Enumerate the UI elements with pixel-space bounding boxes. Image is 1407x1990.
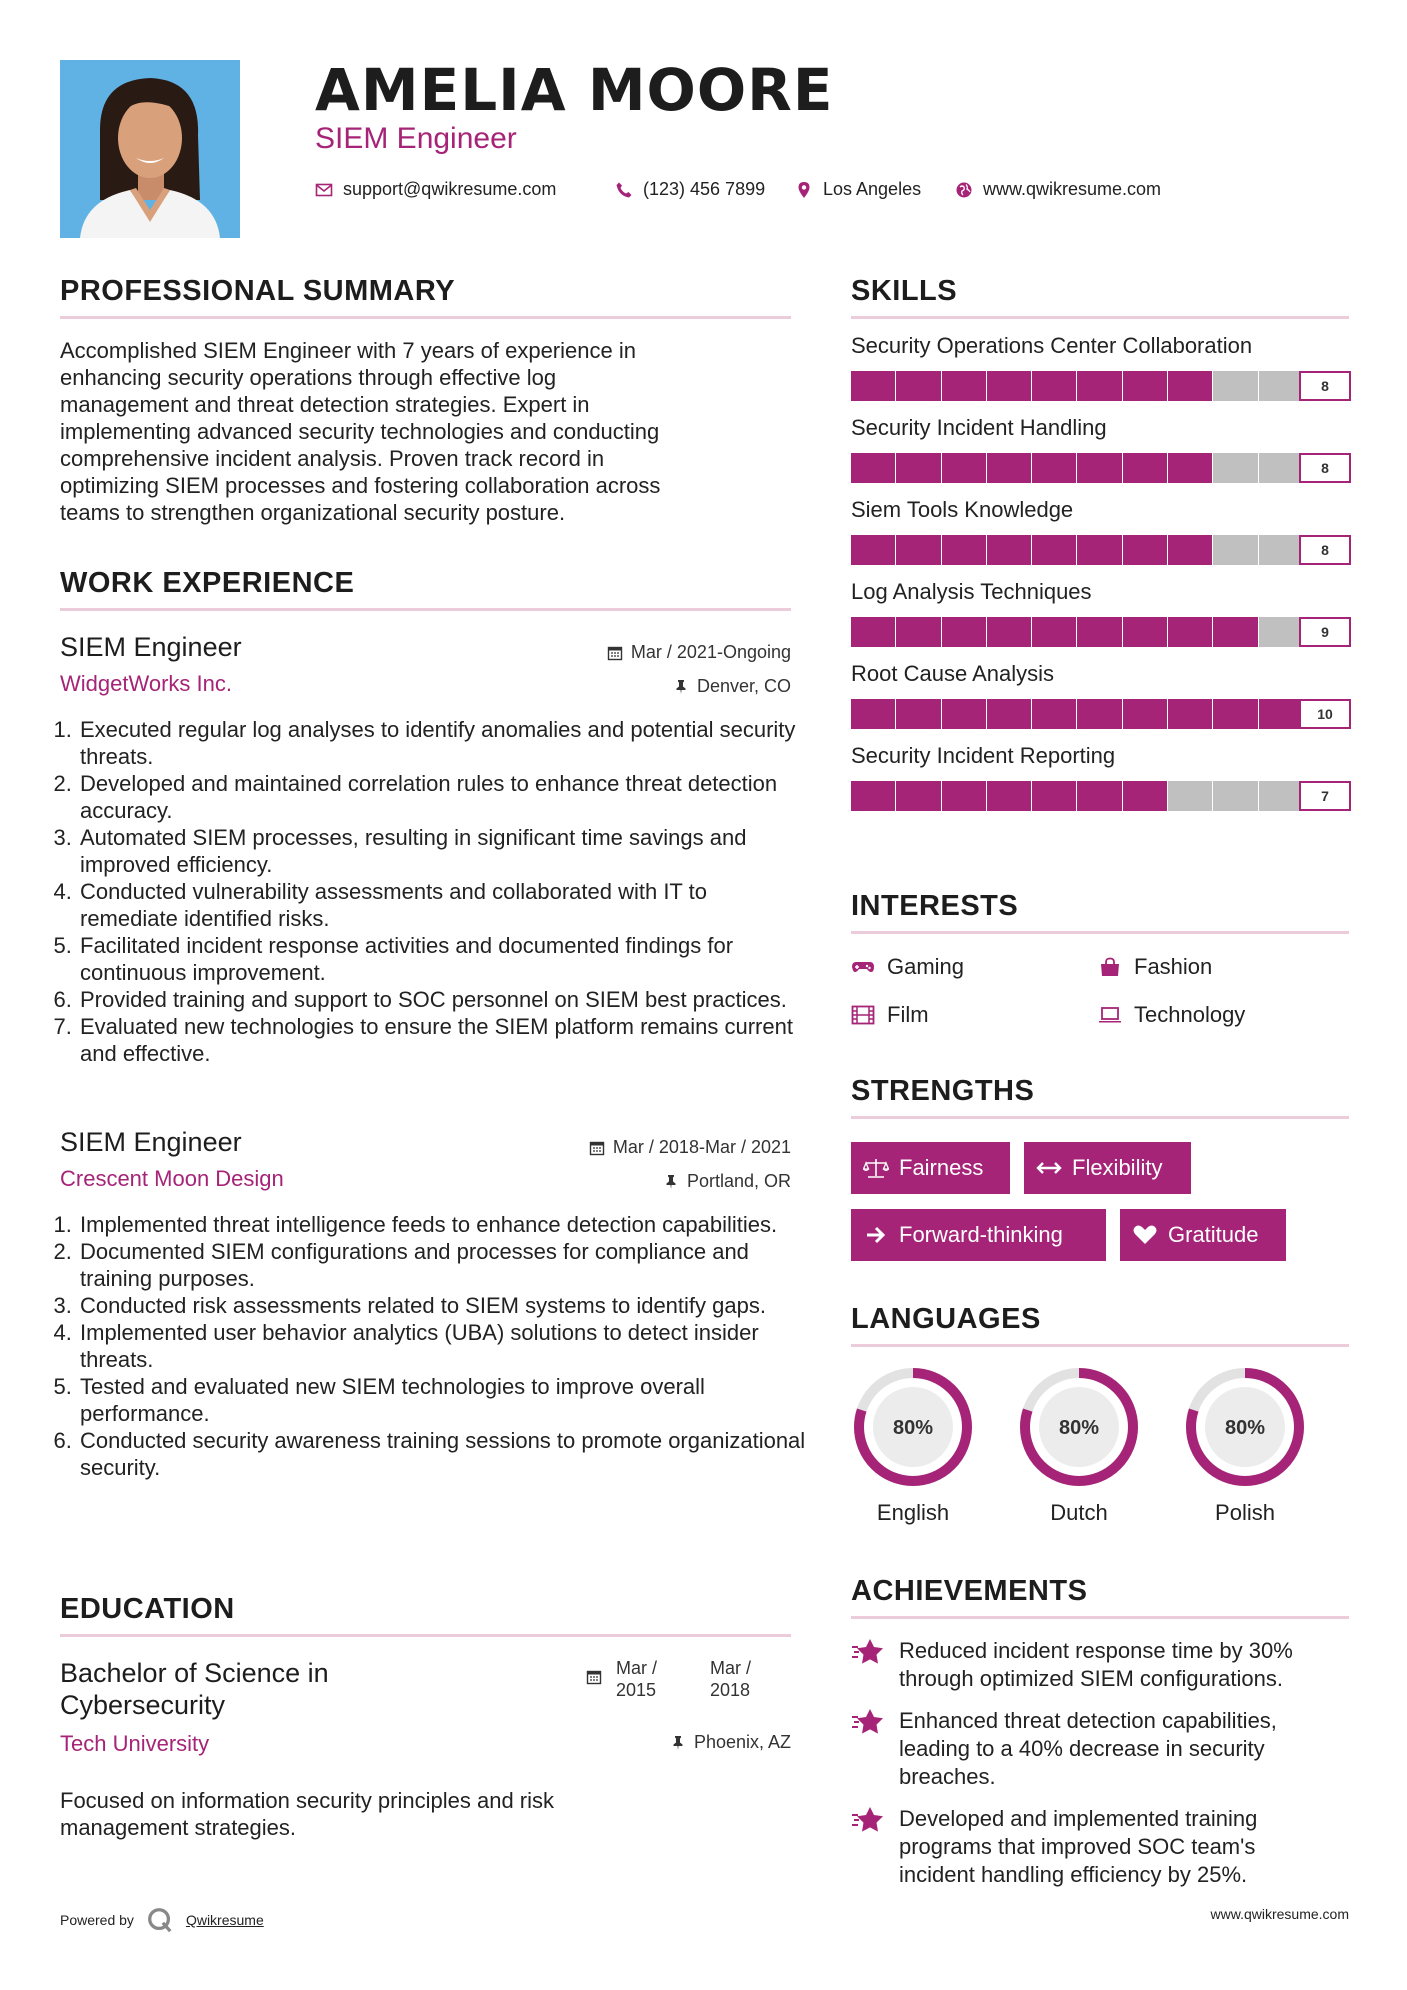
language-name: Polish — [1215, 1500, 1275, 1525]
bar-segment-filled — [851, 535, 895, 565]
bar-segment-filled — [987, 617, 1031, 647]
contact-phone[interactable] — [615, 179, 765, 200]
bar-segment-filled — [1032, 699, 1076, 729]
strength-badge — [851, 1209, 1106, 1261]
ring-percent-label: 80% — [892, 1417, 934, 1439]
strength-label: Fairness — [899, 1155, 984, 1180]
candidate-title: SIEM Engineer — [315, 122, 517, 155]
education-rule — [60, 1634, 791, 1637]
achievement-line: Reduced incident response time by 30% — [899, 1638, 1293, 1663]
qwikresume-logo-icon — [146, 1906, 174, 1934]
job-dates — [607, 642, 791, 663]
experience-rule — [60, 608, 791, 611]
bar-segment-filled — [1077, 453, 1121, 483]
bar-segment-filled — [1259, 699, 1303, 729]
duty-item: 5. Tested and evaluated new SIEM technologies to improve overall performance. — [78, 1373, 809, 1427]
powered-by-text: Powered by — [60, 1912, 134, 1928]
summary-section — [60, 275, 791, 526]
shopping-bag-icon — [1098, 957, 1122, 977]
skill-score-badge: 8 — [1299, 453, 1351, 483]
bar-segment-filled — [1032, 535, 1076, 565]
contact-email[interactable] — [315, 179, 556, 200]
language-item — [1017, 1365, 1141, 1526]
interest-label: Fashion — [1134, 954, 1213, 979]
candidate-name: AMELIA MOORE — [315, 56, 834, 124]
strength-label: Forward-thinking — [899, 1222, 1063, 1247]
bar-segment-filled — [896, 617, 940, 647]
strengths-row — [851, 1142, 1349, 1194]
arrows-horizontal-icon — [1036, 1157, 1062, 1179]
bar-segment-empty — [1259, 781, 1303, 811]
skill-bar — [851, 699, 1351, 729]
summary-line: teams to strengthen organizational security posture. — [60, 500, 566, 525]
bar-segment-filled — [1213, 699, 1257, 729]
bar-segment-filled — [1077, 371, 1121, 401]
bar-segment-filled — [1123, 699, 1167, 729]
skill-label: Siem Tools Knowledge — [851, 497, 1074, 522]
summary-line: comprehensive incident analysis. Proven track record in — [60, 446, 605, 471]
job-title: SIEM Engineer — [60, 632, 242, 662]
experience-heading: WORK EXPERIENCE — [60, 567, 355, 599]
interest-label: Technology — [1134, 1002, 1246, 1027]
strengths-rule — [851, 1116, 1349, 1119]
strengths-row — [851, 1209, 1349, 1261]
strength-label: Flexibility — [1072, 1155, 1163, 1180]
phone-text: (123) 456 7899 — [643, 179, 766, 199]
language-ring — [1017, 1365, 1141, 1489]
strengths-section — [851, 1075, 1349, 1261]
summary-line: Accomplished SIEM Engineer with 7 years of experience in — [60, 338, 636, 363]
duties-list — [60, 716, 809, 1067]
interests-grid — [851, 954, 1349, 1028]
school-name: Tech University — [60, 1731, 210, 1756]
pushpin-icon — [673, 679, 689, 695]
bar-segment-filled — [1123, 535, 1167, 565]
duty-item: 3. Conducted risk assessments related to SIEM systems to identify gaps. — [78, 1292, 809, 1319]
achievements-rule — [851, 1616, 1349, 1619]
skill-item — [851, 497, 1349, 565]
skills-section — [851, 275, 1349, 825]
bar-segment-filled — [1168, 617, 1212, 647]
achievement-item — [851, 1637, 1349, 1693]
bar-segment-filled — [1032, 617, 1076, 647]
calendar-icon — [586, 1669, 602, 1685]
bar-segment-filled — [851, 699, 895, 729]
achievements-section — [851, 1575, 1349, 1903]
location-text: Phoenix, AZ — [693, 1732, 791, 1752]
bar-segment-filled — [987, 453, 1031, 483]
education-location — [670, 1732, 791, 1753]
duty-item: 1. Implemented threat intelligence feeds to enhance detection capabilities. — [78, 1211, 809, 1238]
bar-segment-filled — [942, 535, 986, 565]
phone-icon — [615, 181, 633, 199]
interest-technology — [1098, 1002, 1348, 1028]
achievement-text — [899, 1707, 1277, 1791]
strength-badge — [851, 1142, 1010, 1194]
achievements-heading: ACHIEVEMENTS — [851, 1575, 1088, 1607]
skill-bar — [851, 535, 1351, 565]
bar-segment-filled — [1077, 781, 1121, 811]
summary-line: management and threat detection strategies. Expert in — [60, 392, 590, 417]
duty-item: 1. Executed regular log analyses to identify anomalies and potential security threats. — [78, 716, 809, 770]
duty-item: 2. Documented SIEM configurations and processes for compliance and training purposes. — [78, 1238, 809, 1292]
achievement-item — [851, 1805, 1349, 1889]
strength-label: Gratitude — [1168, 1222, 1259, 1247]
bar-segment-filled — [851, 617, 895, 647]
star-icon — [851, 1637, 885, 1667]
duty-item: 6. Provided training and support to SOC personnel on SIEM best practices. — [78, 986, 809, 1013]
summary-text — [60, 337, 791, 526]
experience-section — [60, 567, 791, 611]
skill-score-badge: 8 — [1299, 535, 1351, 565]
skill-label: Log Analysis Techniques — [851, 579, 1092, 604]
duty-item: 4. Conducted vulnerability assessments and collaborated with IT to remediate identified risks. — [78, 878, 809, 932]
map-pin-icon — [795, 181, 813, 199]
duty-item: 3. Automated SIEM processes, resulting in significant time savings and improved efficiency. — [78, 824, 809, 878]
bar-segment-filled — [1032, 781, 1076, 811]
email-text: support@qwikresume.com — [343, 179, 557, 199]
job-dates — [589, 1137, 791, 1158]
skill-item — [851, 333, 1349, 401]
skill-item — [851, 661, 1349, 729]
skill-score-badge: 10 — [1299, 699, 1351, 729]
bar-segment-empty — [1213, 453, 1257, 483]
achievement-line: Developed and implemented training — [899, 1806, 1258, 1831]
job-location — [663, 1171, 791, 1192]
achievement-line: incident handling efficiency by 25%. — [899, 1862, 1248, 1887]
bar-segment-filled — [987, 535, 1031, 565]
start-date — [616, 1657, 696, 1701]
end-date — [710, 1657, 751, 1701]
duty-item: 2. Developed and maintained correlation rules to enhance threat detection accuracy. — [78, 770, 809, 824]
skill-bar — [851, 781, 1351, 811]
bar-segment-empty — [1168, 781, 1212, 811]
location-text: Los Angeles — [823, 179, 922, 199]
bar-segment-filled — [1123, 781, 1167, 811]
bar-segment-empty — [1213, 781, 1257, 811]
skills-rule — [851, 316, 1349, 319]
bar-segment-filled — [1168, 453, 1212, 483]
bar-segment-filled — [987, 371, 1031, 401]
summary-rule — [60, 316, 791, 319]
description-line: management strategies. — [60, 1815, 297, 1840]
skill-item — [851, 743, 1349, 811]
start-year: 2015 — [615, 1680, 657, 1700]
summary-heading: PROFESSIONAL SUMMARY — [60, 275, 456, 307]
footer-powered — [60, 1906, 264, 1934]
strength-badge — [1024, 1142, 1191, 1194]
language-item — [851, 1365, 975, 1526]
dates-text: Mar / 2021-Ongoing — [630, 642, 791, 662]
pushpin-icon — [670, 1735, 686, 1751]
bar-segment-filled — [1077, 699, 1121, 729]
summary-line: enhancing security operations through effective log — [60, 365, 557, 390]
skills-heading: SKILLS — [851, 275, 958, 307]
achievement-line: Enhanced threat detection capabilities, — [899, 1708, 1277, 1733]
degree-line: Cybersecurity — [60, 1690, 226, 1720]
skill-bar — [851, 371, 1351, 401]
language-ring — [851, 1365, 975, 1489]
language-name: Dutch — [1050, 1500, 1108, 1525]
job-location — [673, 676, 791, 697]
heart-icon — [1132, 1224, 1158, 1246]
interests-heading: INTERESTS — [851, 890, 1019, 922]
interests-rule — [851, 931, 1349, 934]
skill-bar — [851, 453, 1351, 483]
job-entry — [60, 632, 796, 1067]
ring-percent-label: 80% — [1058, 1417, 1100, 1439]
bar-segment-filled — [1077, 617, 1121, 647]
duty-item: 5. Facilitated incident response activities and documented findings for continuous improvement. — [78, 932, 809, 986]
achievement-line: through optimized SIEM configurations. — [899, 1666, 1283, 1691]
location-text: Portland, OR — [686, 1171, 791, 1191]
job-title: SIEM Engineer — [60, 1127, 242, 1157]
bar-segment-filled — [942, 699, 986, 729]
company-name: Crescent Moon Design — [60, 1166, 284, 1191]
achievement-text — [899, 1637, 1293, 1693]
interest-label: Film — [887, 1002, 929, 1027]
brand-link[interactable]: Qwikresume — [185, 1912, 264, 1928]
job-entry — [60, 1127, 806, 1481]
description-line: Focused on information security principles and risk — [60, 1788, 555, 1813]
duty-item: 7. Evaluated new technologies to ensure the SIEM platform remains current and effective. — [78, 1013, 809, 1067]
languages-heading: LANGUAGES — [851, 1303, 1041, 1335]
bar-segment-empty — [1259, 371, 1303, 401]
skill-label: Security Operations Center Collaboration — [851, 333, 1253, 358]
bar-segment-filled — [1123, 371, 1167, 401]
achievement-line: leading to a 40% decrease in security — [899, 1736, 1265, 1761]
skills-list — [851, 333, 1349, 811]
achievement-item — [851, 1707, 1349, 1791]
bar-segment-empty — [1213, 535, 1257, 565]
language-ring — [1183, 1365, 1307, 1489]
portrait-image — [60, 60, 240, 238]
footer-site[interactable]: www.qwikresume.com — [1210, 1906, 1349, 1922]
strength-badge — [1120, 1209, 1286, 1261]
interest-gaming — [851, 954, 1098, 980]
bar-segment-filled — [851, 371, 895, 401]
duty-item: 4. Implemented user behavior analytics (UBA) solutions to detect insider threats. — [78, 1319, 809, 1373]
dates-text: Mar / 2018-Mar / 2021 — [612, 1137, 791, 1157]
globe-icon — [955, 181, 973, 199]
bar-segment-filled — [1123, 617, 1167, 647]
bar-segment-filled — [1123, 453, 1167, 483]
bar-segment-empty — [1259, 535, 1303, 565]
star-icon — [851, 1805, 885, 1835]
skill-item — [851, 415, 1349, 483]
bar-segment-filled — [987, 781, 1031, 811]
education-dates — [586, 1657, 751, 1701]
language-name: English — [876, 1500, 950, 1525]
bar-segment-filled — [1168, 699, 1212, 729]
duty-item: 6. Conducted security awareness training sessions to promote organizational security. — [78, 1427, 809, 1481]
bar-segment-filled — [896, 453, 940, 483]
end-month: Mar / — [709, 1658, 751, 1678]
language-item — [1183, 1365, 1307, 1526]
languages-section — [851, 1303, 1349, 1526]
bar-segment-filled — [942, 371, 986, 401]
bar-segment-filled — [942, 781, 986, 811]
achievement-line: breaches. — [899, 1764, 996, 1789]
bar-segment-filled — [1168, 371, 1212, 401]
star-icon — [851, 1707, 885, 1737]
end-year: 2018 — [709, 1680, 751, 1700]
interests-section — [851, 890, 1349, 1028]
gamepad-icon — [851, 957, 875, 977]
strengths-heading: STRENGTHS — [851, 1075, 1035, 1107]
duties-list — [60, 1211, 809, 1481]
bar-segment-filled — [942, 617, 986, 647]
arrow-right-icon — [863, 1224, 889, 1246]
calendar-icon — [607, 645, 623, 661]
contact-location — [795, 179, 921, 200]
balance-scale-icon — [863, 1157, 889, 1179]
bar-segment-filled — [1213, 617, 1257, 647]
summary-line: implementing advanced security technologies and conducting — [60, 419, 660, 444]
education-description — [60, 1787, 791, 1841]
pushpin-icon — [663, 1174, 679, 1190]
skill-score-badge: 7 — [1299, 781, 1351, 811]
bar-segment-filled — [851, 453, 895, 483]
film-icon — [851, 1005, 875, 1025]
bar-segment-empty — [1259, 617, 1303, 647]
education-section — [60, 1593, 791, 1841]
skill-score-badge: 9 — [1299, 617, 1351, 647]
start-month: Mar / — [615, 1658, 657, 1678]
website-text: www.qwikresume.com — [983, 179, 1162, 199]
skill-label: Security Incident Handling — [851, 415, 1107, 440]
interest-label: Gaming — [887, 954, 965, 979]
bar-segment-filled — [896, 371, 940, 401]
degree-line: Bachelor of Science in — [60, 1658, 329, 1688]
bar-segment-filled — [896, 781, 940, 811]
envelope-icon — [315, 181, 333, 199]
bar-segment-filled — [896, 535, 940, 565]
bar-segment-filled — [1077, 535, 1121, 565]
bar-segment-filled — [896, 699, 940, 729]
languages-list — [851, 1365, 1349, 1526]
bar-segment-filled — [851, 781, 895, 811]
achievement-line: programs that improved SOC team's — [899, 1834, 1256, 1859]
bar-segment-empty — [1213, 371, 1257, 401]
skill-label: Security Incident Reporting — [851, 743, 1116, 768]
bar-segment-filled — [1032, 371, 1076, 401]
education-heading: EDUCATION — [60, 1593, 235, 1625]
bar-segment-filled — [942, 453, 986, 483]
bar-segment-filled — [1032, 453, 1076, 483]
bar-segment-filled — [987, 699, 1031, 729]
summary-line: optimizing SIEM processes and fostering collaboration across — [60, 473, 661, 498]
calendar-icon — [589, 1140, 605, 1156]
profile-photo — [60, 60, 240, 238]
location-text: Denver, CO — [696, 676, 791, 696]
bar-segment-empty — [1259, 453, 1303, 483]
contact-website[interactable] — [955, 179, 1161, 200]
interest-fashion — [1098, 954, 1348, 980]
skill-label: Root Cause Analysis — [851, 661, 1054, 686]
company-name: WidgetWorks Inc. — [60, 671, 232, 696]
interest-film — [851, 1002, 1098, 1028]
ring-percent-label: 80% — [1224, 1417, 1266, 1439]
bar-segment-filled — [1168, 535, 1212, 565]
skill-score-badge: 8 — [1299, 371, 1351, 401]
achievement-text — [899, 1805, 1257, 1889]
laptop-icon — [1098, 1005, 1122, 1025]
achievements-list — [851, 1637, 1349, 1889]
languages-rule — [851, 1344, 1349, 1347]
skill-bar — [851, 617, 1351, 647]
skill-item — [851, 579, 1349, 647]
